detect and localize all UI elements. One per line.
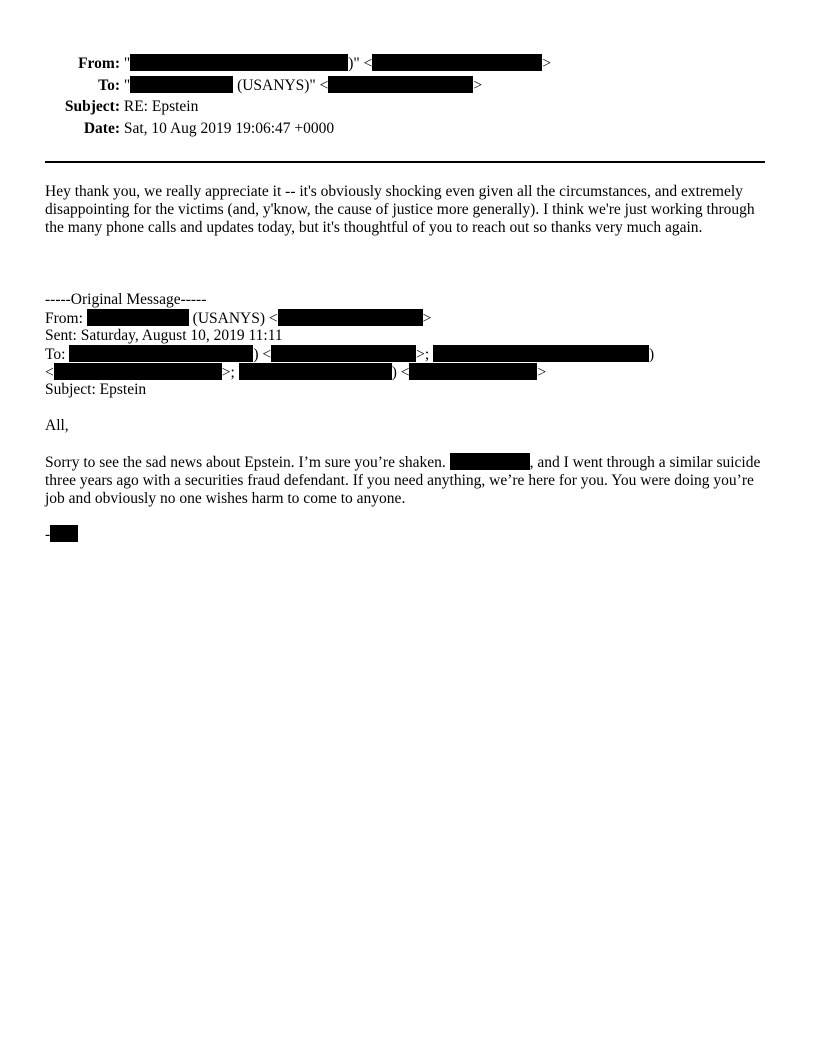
original-to-label: To: xyxy=(45,346,70,363)
redaction-box xyxy=(450,453,530,470)
redaction-box xyxy=(409,363,537,380)
redaction-box xyxy=(328,76,473,93)
original-to2-end: > xyxy=(537,364,547,381)
original-subject-row: Subject: Epstein xyxy=(45,381,147,398)
to-label: To: xyxy=(98,77,120,94)
original-to-sep2: >; xyxy=(416,346,434,363)
signoff-dash: - xyxy=(45,526,51,543)
from-quote: " xyxy=(123,55,131,72)
from-sep: )" < xyxy=(348,55,373,72)
from-label: From: xyxy=(78,55,120,72)
original-to-row-cont xyxy=(45,363,546,382)
to-quote: " xyxy=(123,77,131,94)
header-from-row xyxy=(45,54,551,73)
original-to2-open: < xyxy=(45,364,54,381)
original-sent-row: Sent: Saturday, August 10, 2019 11:11 xyxy=(45,327,283,344)
redaction-box xyxy=(271,345,416,362)
header-date-row xyxy=(45,120,334,138)
to-sep: (USANYS)" < xyxy=(233,77,329,94)
original-to2-sep1: >; xyxy=(221,364,239,381)
original-body xyxy=(45,453,770,508)
original-to2-sep2: ) < xyxy=(391,364,410,381)
redaction-box xyxy=(130,76,233,93)
original-separator: -----Original Message----- xyxy=(45,291,207,308)
redaction-box xyxy=(54,363,222,380)
to-end: > xyxy=(473,77,483,94)
redaction-box xyxy=(433,345,649,362)
redaction-box xyxy=(239,363,392,380)
subject-label: Subject: xyxy=(64,98,120,115)
original-from-row xyxy=(45,309,431,328)
redaction-box xyxy=(50,525,78,542)
original-to-sep3: ) xyxy=(649,346,655,363)
header-to-row xyxy=(45,76,482,95)
original-from-label: From: xyxy=(45,310,87,327)
redaction-box xyxy=(130,54,348,71)
reply-body: Hey thank you, we really appreciate it -- it's obviously shocking even given all the circumstances, and extremely disappointing for the victims (and, y'know, the cause of justice more generally). I think we're just working through the many phone calls and updates today, but it's thoughtful of you to reach out so thanks very much again. xyxy=(45,183,755,236)
original-body-part1: Sorry to see the sad news about Epstein. I’m sure you’re shaken. xyxy=(45,454,450,471)
redaction-box xyxy=(87,309,189,326)
redaction-box xyxy=(69,345,253,362)
redaction-box xyxy=(372,54,542,71)
original-signoff xyxy=(45,525,78,544)
from-end: > xyxy=(542,55,552,72)
original-from-end: > xyxy=(422,310,432,327)
original-body-part2: , and I went through a similar suicide three years ago with a securities fraud defendant. If you need anything, we’re here for you. You were doing you’re job and obviously no one wishes harm to come to anyone. xyxy=(45,454,761,507)
original-to-sep1: ) < xyxy=(253,346,272,363)
date-label: Date: xyxy=(83,120,120,137)
redaction-box xyxy=(278,309,423,326)
header-subject-row xyxy=(45,98,198,116)
subject-value: RE: Epstein xyxy=(123,98,199,115)
original-to-row xyxy=(45,345,654,364)
date-value: Sat, 10 Aug 2019 19:06:47 +0000 xyxy=(123,120,335,137)
header-divider xyxy=(45,161,765,163)
original-from-sep: (USANYS) < xyxy=(188,310,278,327)
original-greeting: All, xyxy=(45,417,69,434)
